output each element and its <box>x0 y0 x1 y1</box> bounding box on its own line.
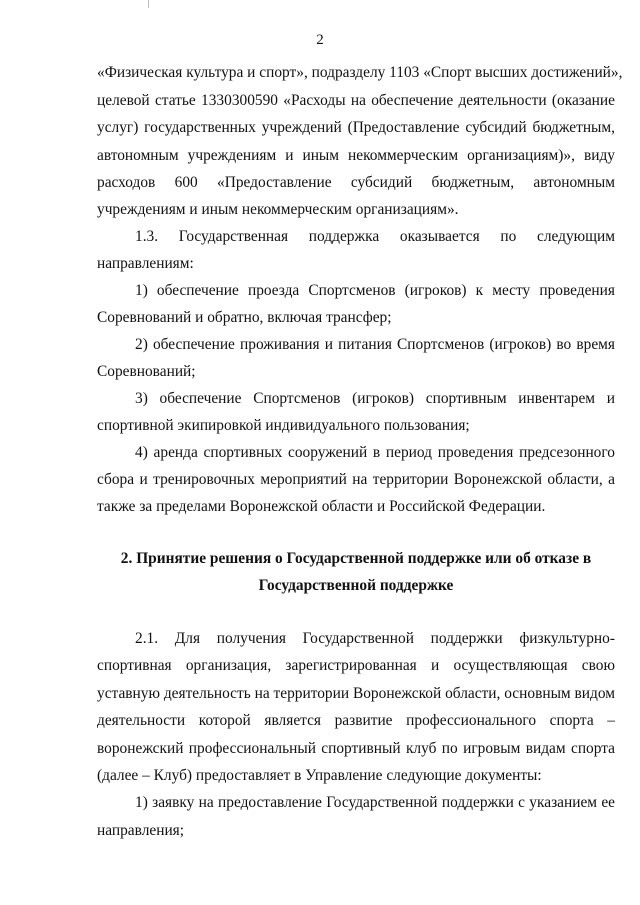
list-item-line: 1) заявку на предоставление Государственной поддержки с указанием ее <box>135 794 615 811</box>
clause-2-1-line: воронежский профессиональный спортивный клуб по игровым видам спорта <box>97 740 615 757</box>
paragraph-line: «Физическая культура и спорт», подразделу 1103 «Спорт высших достижений», <box>97 64 623 81</box>
list-item-line: направления; <box>97 822 185 839</box>
section-heading: 2. Принятие решения о Государственной поддержке или об отказе в <box>120 550 592 567</box>
list-item-line: 1) обеспечение проезда Спортсменов (игроков) к месту проведения <box>135 282 615 299</box>
section-heading: Государственной поддержке <box>258 577 454 594</box>
list-item-line: 4) аренда спортивных сооружений в период проведения предсезонного <box>135 444 615 461</box>
paragraph-line: целевой статье 1330300590 «Расходы на обеспечение деятельности (оказание <box>97 92 615 109</box>
clause-2-1-line: деятельности которой является развитие профессионального спорта – <box>97 712 615 729</box>
list-item-line: спортивной экипировкой индивидуального пользования; <box>97 417 470 434</box>
clause-1-3-line: направлениям: <box>97 255 194 272</box>
list-item-line: 3) обеспечение Спортсменов (игроков) спортивным инвентарем и <box>135 390 615 407</box>
scan-artifact-mark <box>148 0 149 8</box>
list-item-line: 2) обеспечение проживания и питания Спортсменов (игроков) во время <box>135 336 615 353</box>
paragraph-line: учреждениям и иным некоммерческим организациям». <box>97 201 459 218</box>
paragraph-line: услуг) государственных учреждений (Предоставление субсидий бюджетным, <box>97 119 615 136</box>
paragraph-line: расходов 600 «Предоставление субсидий бюджетным, автономным <box>97 174 615 191</box>
clause-2-1-line: уставную деятельность на территории Воронежской области, основным видом <box>97 685 615 702</box>
list-item-line: также за пределами Воронежской области и Российской Федерации. <box>97 498 546 515</box>
clause-2-1-line: спортивная организация, зарегистрированная и осуществляющая свою <box>97 657 615 674</box>
clause-2-1-line: 2.1. Для получения Государственной поддержки физкультурно- <box>135 630 615 647</box>
clause-2-1-line: (далее – Клуб) предоставляет в Управление следующие документы: <box>97 767 542 784</box>
paragraph-line: автономным учреждениям и иным некоммерческим организациям)», виду <box>97 147 615 164</box>
list-item-line: Соревнований; <box>97 363 196 380</box>
list-item-line: Соревнований и обратно, включая трансфер; <box>97 309 392 326</box>
page-number: 2 <box>316 32 324 48</box>
list-item-line: сбора и тренировочных мероприятий на территории Воронежской области, а <box>97 471 615 488</box>
clause-1-3-line: 1.3. Государственная поддержка оказывается по следующим <box>135 228 615 245</box>
